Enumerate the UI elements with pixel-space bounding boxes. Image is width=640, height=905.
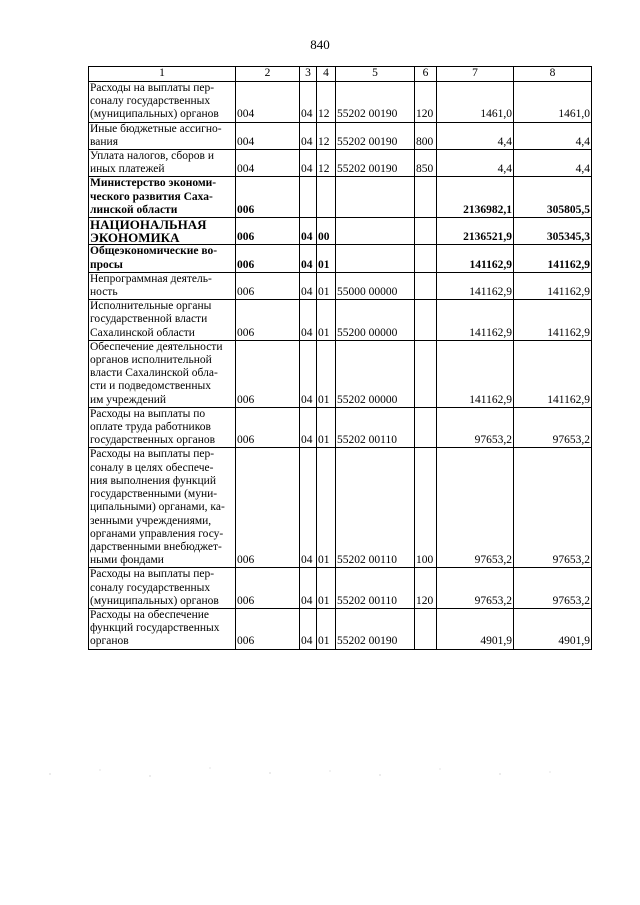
row-code-subsection [317,177,336,218]
row-code-ministry: 004 [236,82,300,123]
row-code-target: 55000 00000 [336,272,415,299]
row-amount-2020: 4,4 [514,122,592,149]
row-code-type [415,340,437,407]
row-amount-2019: 2136982,1 [437,177,514,218]
table-body [89,82,592,650]
row-amount-2019: 141162,9 [437,272,514,299]
row-amount-2019: 141162,9 [437,300,514,341]
row-amount-2020: 141162,9 [514,300,592,341]
row-code-subsection: 01 [317,340,336,407]
row-code-type [415,218,437,245]
row-code-type: 850 [415,150,437,177]
row-code-ministry: 006 [236,568,300,609]
table-row [89,340,592,407]
row-code-ministry: 004 [236,150,300,177]
row-code-target: 55202 00000 [336,340,415,407]
row-code-target [336,177,415,218]
row-amount-2020: 97653,2 [514,407,592,448]
row-amount-2020: 1461,0 [514,82,592,123]
row-amount-2019: 4,4 [437,150,514,177]
row-code-ministry: 006 [236,407,300,448]
row-name: НАЦИОНАЛЬНАЯ ЭКОНОМИКА [89,218,236,245]
table-row [89,177,592,218]
row-amount-2020: 4901,9 [514,608,592,649]
row-code-target: 55202 00110 [336,568,415,609]
row-code-target: 55202 00110 [336,407,415,448]
budget-table [88,66,592,650]
row-code-subsection: 00 [317,218,336,245]
row-code-section: 04 [300,218,317,245]
column-header: 2 [236,67,300,82]
row-code-subsection: 01 [317,608,336,649]
scan-noise [30,762,590,782]
row-code-ministry: 006 [236,340,300,407]
row-code-section: 04 [300,150,317,177]
row-code-subsection: 01 [317,300,336,341]
row-amount-2020: 4,4 [514,150,592,177]
row-name: Общеэкономические во- просы [89,245,236,272]
row-code-section: 04 [300,122,317,149]
row-code-type: 120 [415,82,437,123]
row-code-ministry: 006 [236,245,300,272]
table-row [89,407,592,448]
row-code-subsection: 12 [317,122,336,149]
row-name: Министерство экономи- ческого развития Саха- линской области [89,177,236,218]
table-row [89,218,592,245]
table-row [89,568,592,609]
row-amount-2019: 141162,9 [437,245,514,272]
column-header: 4 [317,67,336,82]
row-amount-2020: 141162,9 [514,245,592,272]
row-name: Расходы на выплаты пер- соналу государственных (муниципальных) органов [89,82,236,123]
row-code-ministry: 006 [236,300,300,341]
column-header: 5 [336,67,415,82]
row-name: Расходы на выплаты пер- соналу государственных (муниципальных) органов [89,568,236,609]
row-code-subsection: 01 [317,448,336,568]
row-amount-2019: 2136521,9 [437,218,514,245]
column-header: 8 [514,67,592,82]
row-code-target: 55202 00190 [336,82,415,123]
page-number: 840 [310,37,330,52]
column-header: 3 [300,67,317,82]
row-name: Уплата налогов, сборов и иных платежей [89,150,236,177]
row-amount-2019: 97653,2 [437,568,514,609]
row-amount-2019: 97653,2 [437,448,514,568]
row-amount-2020: 141162,9 [514,272,592,299]
row-code-subsection: 12 [317,150,336,177]
row-code-section: 04 [300,82,317,123]
row-code-section: 04 [300,407,317,448]
row-code-section: 04 [300,608,317,649]
table-row [89,608,592,649]
row-name: Непрограммная деятель- ность [89,272,236,299]
row-name: Обеспечение деятельности органов исполнительной власти Сахалинской обла- сти и подведомственных им учреждений [89,340,236,407]
row-code-type [415,407,437,448]
row-amount-2019: 4901,9 [437,608,514,649]
row-name: Исполнительные органы государственной власти Сахалинской области [89,300,236,341]
row-name: Расходы на выплаты по оплате труда работников государственных органов [89,407,236,448]
row-code-target: 55202 00190 [336,150,415,177]
row-code-target [336,218,415,245]
row-code-ministry: 006 [236,608,300,649]
row-code-target: 55202 00190 [336,122,415,149]
row-code-subsection: 01 [317,568,336,609]
row-code-type: 120 [415,568,437,609]
row-code-ministry: 006 [236,177,300,218]
row-amount-2020: 97653,2 [514,568,592,609]
row-name: Расходы на выплаты пер- соналу в целях обеспече- ния выполнения функций государственными (муни- ципальными) органами, ка- зенными учреждениями, органами управления госу- дарственными внебюджет- ными фондами [89,448,236,568]
row-code-ministry: 004 [236,122,300,149]
row-code-section [300,177,317,218]
column-header: 1 [89,67,236,82]
row-code-subsection: 01 [317,272,336,299]
row-code-subsection: 01 [317,245,336,272]
row-code-section: 04 [300,568,317,609]
row-amount-2020: 141162,9 [514,340,592,407]
row-code-type [415,608,437,649]
row-code-ministry: 006 [236,272,300,299]
row-code-target: 55202 00110 [336,448,415,568]
row-code-ministry: 006 [236,448,300,568]
table-row [89,448,592,568]
row-amount-2020: 97653,2 [514,448,592,568]
table-row [89,245,592,272]
row-code-ministry: 006 [236,218,300,245]
row-amount-2019: 1461,0 [437,82,514,123]
row-code-section: 04 [300,272,317,299]
row-code-type [415,245,437,272]
row-code-type [415,300,437,341]
row-code-type: 100 [415,448,437,568]
row-amount-2019: 97653,2 [437,407,514,448]
row-code-subsection: 12 [317,82,336,123]
row-code-section: 04 [300,340,317,407]
row-name: Иные бюджетные ассигно- вания [89,122,236,149]
row-code-section: 04 [300,300,317,341]
row-code-subsection: 01 [317,407,336,448]
row-amount-2020: 305805,5 [514,177,592,218]
table-header-row [89,67,592,82]
table-row [89,122,592,149]
row-amount-2019: 4,4 [437,122,514,149]
table-row [89,272,592,299]
column-header: 6 [415,67,437,82]
row-code-section: 04 [300,245,317,272]
row-code-target: 55200 00000 [336,300,415,341]
row-code-type [415,177,437,218]
row-code-section: 04 [300,448,317,568]
row-code-type: 800 [415,122,437,149]
row-amount-2020: 305345,3 [514,218,592,245]
row-code-target: 55202 00190 [336,608,415,649]
row-name: Расходы на обеспечение функций государственных органов [89,608,236,649]
column-header: 7 [437,67,514,82]
row-amount-2019: 141162,9 [437,340,514,407]
row-code-type [415,272,437,299]
table-row [89,82,592,123]
table-row [89,300,592,341]
row-code-target [336,245,415,272]
table-row [89,150,592,177]
